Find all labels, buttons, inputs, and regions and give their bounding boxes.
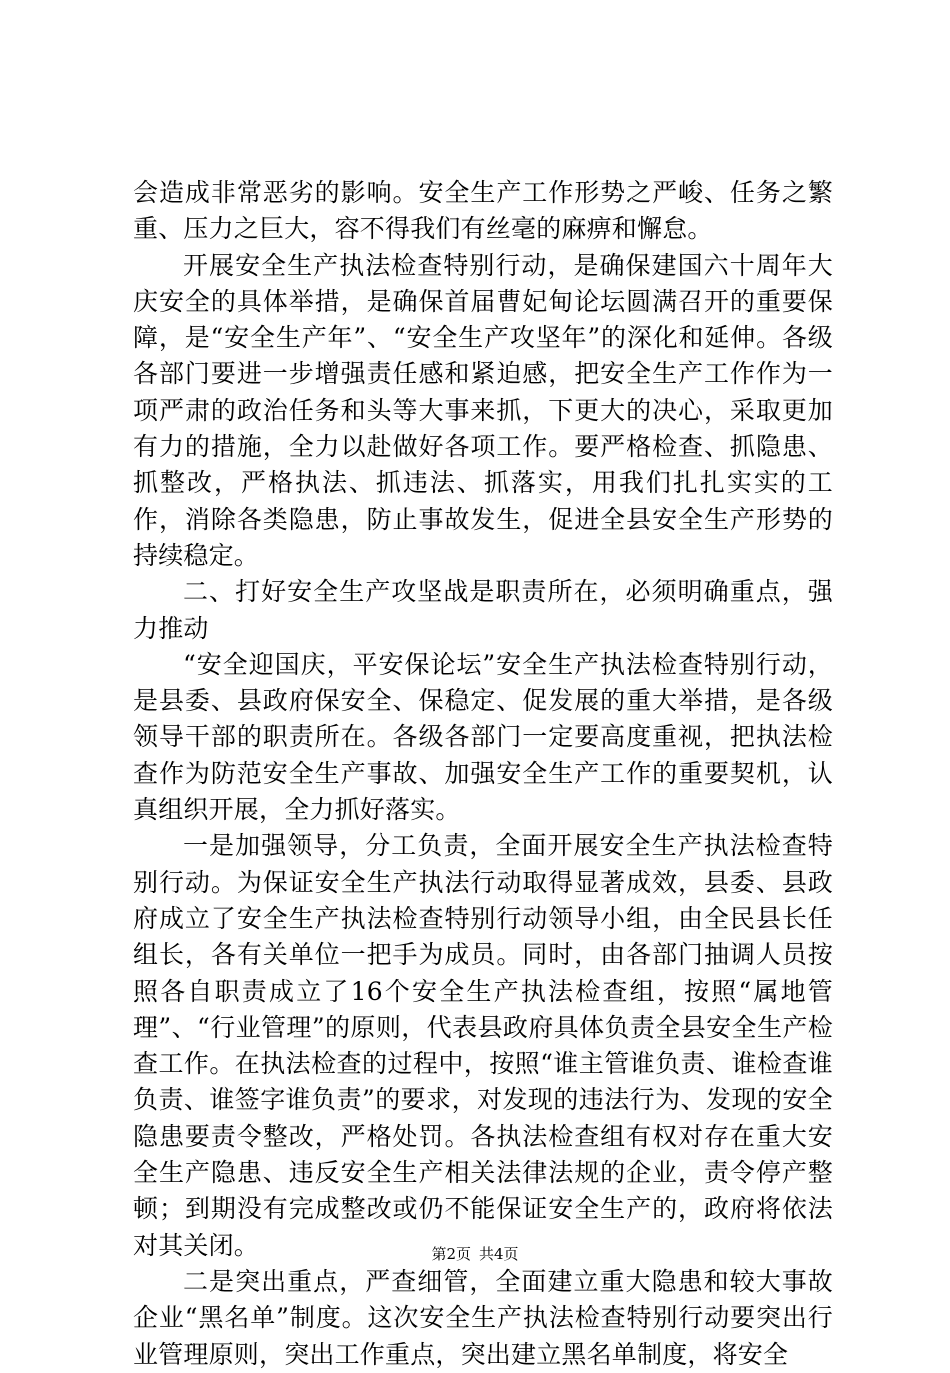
- paragraph-1: 会造成非常恶劣的影响。安全生产工作形势之严峻、任务之繁重、压力之巨大，容不得我们有丝毫的麻痹和懈怠。: [133, 178, 833, 244]
- page-total: 共4页: [479, 1245, 519, 1263]
- paragraph-5: 二是突出重点，严查细管，全面建立重大隐患和较大事故企业“黑名单”制度。这次安全生产执法检查特别行动要突出行业管理原则，突出工作重点，突出建立黑名单制度，将安全: [133, 1266, 833, 1369]
- section-heading-2: 二、打好安全生产攻坚战是职责所在，必须明确重点，强力推动: [133, 577, 833, 643]
- page-number: 第2页: [431, 1245, 471, 1263]
- paragraph-4: 一是加强领导，分工负责，全面开展安全生产执法检查特别行动。为保证安全生产执法行动取得显著成效，县委、县政府成立了安全生产执法检查特别行动领导小组，由全民县长任组长，各有关单位一把手为成员。同时，由各部门抽调人员按照各自职责成立了16个安全生产执法检查组，按照“属地管理”、“行业管理”的原则，代表县政府具体负责全县安全生产检查工作。在执法检查的过程中，按照“谁主管谁负责、谁检查谁负责、谁签字谁负责”的要求，对发现的违法行为、发现的安全隐患要责令整改，严格处罚。各执法检查组有权对存在重大安全生产隐患、违反安全生产相关法律法规的企业，责令停产整顿；到期没有完成整改或仍不能保证安全生产的，政府将依法对其关闭。: [133, 831, 833, 1260]
- document-body: [133, 175, 833, 1373]
- paragraph-3: “安全迎国庆，平安保论坛”安全生产执法检查特别行动，是县委、县政府保安全、保稳定、促发展的重大举措，是各级领导干部的职责所在。各级各部门一定要高度重视，把执法检查作为防范安全生产事故、加强安全生产工作的重要契机，认真组织开展，全力抓好落实。: [133, 649, 833, 825]
- paragraph-2: 开展安全生产执法检查特别行动，是确保建国六十周年大庆安全的具体举措，是确保首届曹妃甸论坛圆满召开的重要保障，是“安全生产年”、“安全生产攻坚年”的深化和延伸。各级各部门要进一步增强责任感和紧迫感，把安全生产工作作为一项严肃的政治任务和头等大事来抓，下更大的决心，采取更加有力的措施，全力以赴做好各项工作。要严格检查、抓隐患、抓整改，严格执法、抓违法、抓落实，用我们扎扎实实的工作，消除各类隐患，防止事故发生，促进全县安全生产形势的持续稳定。: [133, 250, 833, 570]
- page-footer: [0, 1244, 950, 1264]
